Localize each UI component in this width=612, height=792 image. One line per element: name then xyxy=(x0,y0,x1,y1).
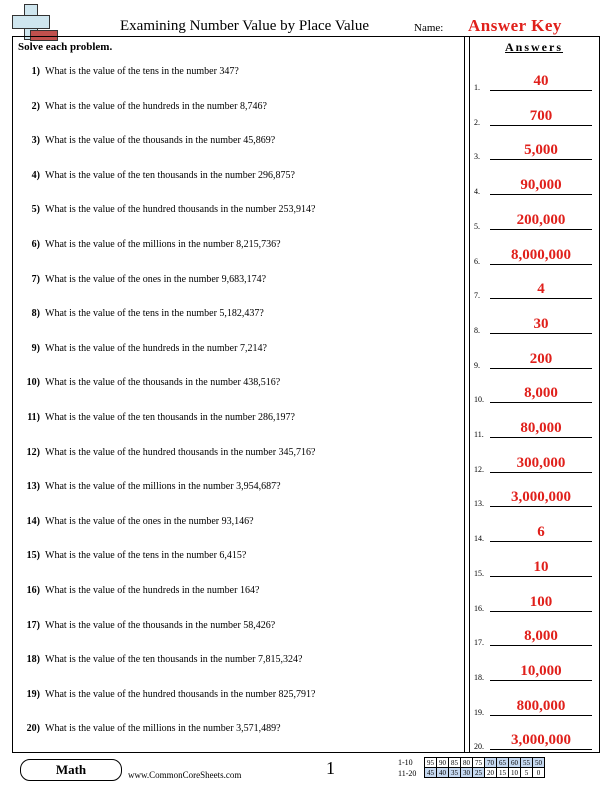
score-cell: 35 xyxy=(449,768,461,778)
answer-number: 6. xyxy=(474,256,480,266)
answer-item xyxy=(474,731,596,751)
problem-text: What is the value of the hundreds in the number 8,746? xyxy=(45,100,267,112)
problem-number: 4) xyxy=(31,169,40,181)
problem-text: What is the value of the ten thousands in the number 296,875? xyxy=(45,169,295,181)
score-cell: 65 xyxy=(497,758,509,768)
answer-value: 10,000 xyxy=(520,662,562,679)
answer-item xyxy=(474,280,596,300)
answer-item xyxy=(474,419,596,439)
answer-line xyxy=(490,749,592,750)
answer-value: 5,000 xyxy=(524,142,558,159)
answer-value: 200 xyxy=(529,350,553,367)
problem-item xyxy=(18,516,254,527)
problem-item xyxy=(18,204,316,215)
score-cell: 90 xyxy=(437,758,449,768)
answer-line xyxy=(490,437,592,438)
problem-number: 1) xyxy=(31,66,40,77)
answer-value: 10 xyxy=(533,558,549,575)
score-cell: 70 xyxy=(485,758,497,768)
answer-number: 11. xyxy=(474,430,484,439)
answer-number: 18. xyxy=(474,672,484,682)
problem-number: 14) xyxy=(26,515,40,527)
problem-item xyxy=(18,377,280,388)
score-cell: 85 xyxy=(449,758,461,768)
answer-value: 30 xyxy=(533,315,549,332)
plus-icon-horizontal xyxy=(12,15,50,29)
problem-text: What is the value of the ten thousands in the number 286,197? xyxy=(45,412,295,423)
problem-text: What is the value of the tens in the number 6,415? xyxy=(45,550,247,562)
answer-value: 40 xyxy=(533,73,549,89)
answer-number: 19. xyxy=(474,707,484,717)
score-cell: 25 xyxy=(473,768,485,778)
answer-line xyxy=(490,472,592,473)
answer-line xyxy=(490,333,592,334)
problem-item xyxy=(18,239,281,250)
problem-item xyxy=(18,723,281,734)
answer-line xyxy=(490,541,592,542)
problem-text: What is the value of the hundreds in the number 7,214? xyxy=(45,342,267,354)
answer-item xyxy=(474,176,596,196)
answer-number: 5. xyxy=(474,221,480,231)
problem-item xyxy=(18,550,246,561)
problem-item xyxy=(18,343,267,354)
answer-value: 80,000 xyxy=(520,420,562,436)
site-url: www.CommonCoreSheets.com xyxy=(128,770,242,780)
answer-line xyxy=(490,645,592,646)
problem-text: What is the value of the thousands in the number 58,426? xyxy=(45,619,276,631)
answer-value: 8,000 xyxy=(524,628,558,645)
answer-number: 10. xyxy=(474,395,484,405)
answer-item xyxy=(474,627,596,647)
answer-item xyxy=(474,662,596,682)
answer-item xyxy=(474,488,596,508)
problem-text: What is the value of the millions in the number 8,215,736? xyxy=(45,239,281,250)
answer-number: 17. xyxy=(474,638,484,648)
problem-item xyxy=(18,447,316,458)
answer-number: 12. xyxy=(474,464,484,474)
problem-item xyxy=(18,654,302,665)
problem-text: What is the value of the hundred thousands in the number 345,716? xyxy=(45,446,316,458)
answer-value: 3,000,000 xyxy=(511,732,571,749)
answer-value: 700 xyxy=(529,107,553,124)
score-cell: 45 xyxy=(425,768,437,778)
problem-text: What is the value of the millions in the number 3,571,489? xyxy=(45,723,281,735)
answer-line xyxy=(490,611,592,612)
score-cell: 60 xyxy=(509,758,521,768)
problem-number: 13) xyxy=(26,481,40,493)
answer-line xyxy=(490,159,592,160)
footer-rule xyxy=(12,752,600,753)
problem-number: 5) xyxy=(31,204,40,216)
problem-number: 8) xyxy=(31,308,40,320)
answer-line xyxy=(490,90,592,91)
answer-value: 200,000 xyxy=(516,211,566,228)
problem-text: What is the value of the hundreds in the number 164? xyxy=(45,585,260,596)
problem-number: 16) xyxy=(26,585,40,596)
problem-item xyxy=(18,689,316,700)
answer-line xyxy=(490,402,592,403)
subject-badge: Math xyxy=(20,759,122,781)
answer-item xyxy=(474,107,596,127)
problem-number: 9) xyxy=(31,342,40,354)
answer-line xyxy=(490,680,592,681)
answer-number: 3. xyxy=(474,152,480,162)
answer-number: 14. xyxy=(474,534,484,544)
score-cell: 40 xyxy=(437,768,449,778)
score-row xyxy=(425,768,545,778)
problem-item xyxy=(18,585,259,596)
answer-item xyxy=(474,246,596,266)
answer-number: 4. xyxy=(474,187,480,197)
score-row-label: 11-20 xyxy=(398,769,417,778)
problem-text: What is the value of the tens in the number 347? xyxy=(45,66,239,77)
answer-item xyxy=(474,454,596,474)
score-table xyxy=(424,757,545,778)
problem-item xyxy=(18,170,295,181)
answer-number: 13. xyxy=(474,499,484,509)
worksheet-logo xyxy=(12,4,60,40)
score-cell: 80 xyxy=(461,758,473,768)
instructions: Solve each problem. xyxy=(18,41,113,53)
answer-value: 800,000 xyxy=(516,697,566,714)
answer-item xyxy=(474,211,596,231)
problem-number: 12) xyxy=(26,446,40,458)
answer-line xyxy=(490,229,592,230)
problem-text: What is the value of the hundred thousands in the number 825,791? xyxy=(45,688,316,700)
answer-item xyxy=(474,523,596,543)
problem-item xyxy=(18,274,266,285)
problem-number: 17) xyxy=(26,619,40,631)
problem-text: What is the value of the thousands in the number 438,516? xyxy=(45,377,281,389)
answer-line xyxy=(490,368,592,369)
problem-item xyxy=(18,135,275,146)
problem-text: What is the value of the ones in the number 93,146? xyxy=(45,515,254,527)
answer-line xyxy=(490,264,592,265)
answer-item xyxy=(474,384,596,404)
answer-item xyxy=(474,593,596,613)
problem-item xyxy=(18,101,267,112)
problem-number: 7) xyxy=(31,273,40,285)
answer-number: 16. xyxy=(474,603,484,613)
answer-number: 7. xyxy=(474,291,480,301)
problem-number: 15) xyxy=(26,550,40,562)
answer-value: 90,000 xyxy=(520,177,562,194)
page-number: 1 xyxy=(326,758,335,778)
answer-item xyxy=(474,141,596,161)
answer-number: 8. xyxy=(474,325,480,335)
column-divider-inner xyxy=(469,37,470,752)
score-cell: 55 xyxy=(521,758,533,768)
answer-number: 2. xyxy=(474,117,480,127)
answer-value: 6 xyxy=(537,524,545,541)
score-cell: 50 xyxy=(533,758,545,768)
answer-item xyxy=(474,697,596,717)
answer-number: 9. xyxy=(474,360,480,370)
score-cell: 0 xyxy=(533,768,545,778)
answer-line xyxy=(490,125,592,126)
problem-number: 18) xyxy=(26,654,40,666)
answer-line xyxy=(490,506,592,507)
score-row xyxy=(425,758,545,768)
answer-value: 3,000,000 xyxy=(511,489,571,506)
problem-number: 19) xyxy=(26,688,40,700)
problem-number: 11) xyxy=(27,412,40,423)
answer-line xyxy=(490,576,592,577)
problem-text: What is the value of the ones in the number 9,683,174? xyxy=(45,273,267,285)
problem-text: What is the value of the millions in the number 3,954,687? xyxy=(45,481,281,493)
problem-number: 6) xyxy=(31,239,40,250)
score-cell: 5 xyxy=(521,768,533,778)
score-cell: 95 xyxy=(425,758,437,768)
answers-heading: Answers xyxy=(505,40,563,54)
answer-number: 15. xyxy=(474,568,484,578)
answer-item xyxy=(474,72,596,92)
problem-text: What is the value of the tens in the number 5,182,437? xyxy=(45,308,264,320)
score-cell: 15 xyxy=(497,768,509,778)
problem-text: What is the value of the ten thousands in the number 7,815,324? xyxy=(45,654,303,666)
score-row-label: 1-10 xyxy=(398,758,413,767)
answer-number: 20. xyxy=(474,742,484,752)
answer-value: 8,000,000 xyxy=(511,246,571,263)
answer-number: 1. xyxy=(474,83,480,92)
problem-item xyxy=(18,412,295,423)
answer-value: 100 xyxy=(529,593,553,610)
score-cell: 75 xyxy=(473,758,485,768)
column-divider xyxy=(464,37,465,752)
answer-value: 300,000 xyxy=(516,454,566,471)
problem-item xyxy=(18,308,264,319)
score-cell: 30 xyxy=(461,768,473,778)
answer-value: 8,000 xyxy=(524,385,558,402)
problem-number: 2) xyxy=(31,100,40,112)
answer-line xyxy=(490,194,592,195)
score-cell: 10 xyxy=(509,768,521,778)
problem-item xyxy=(18,620,275,631)
answer-item xyxy=(474,558,596,578)
problem-number: 10) xyxy=(26,377,40,389)
problem-number: 20) xyxy=(26,723,40,735)
answer-line xyxy=(490,715,592,716)
problem-item xyxy=(18,66,239,77)
name-label: Name: xyxy=(414,22,444,34)
problem-text: What is the value of the hundred thousands in the number 253,914? xyxy=(45,204,316,216)
answer-value: 4 xyxy=(537,281,545,298)
problem-item xyxy=(18,481,281,492)
answer-item xyxy=(474,350,596,370)
answer-key-label: Answer Key xyxy=(468,16,562,35)
problem-number: 3) xyxy=(31,135,40,147)
answer-item xyxy=(474,315,596,335)
problem-text: What is the value of the thousands in the number 45,869? xyxy=(45,135,276,147)
score-cell: 20 xyxy=(485,768,497,778)
worksheet-title: Examining Number Value by Place Value xyxy=(120,18,369,34)
answer-line xyxy=(490,298,592,299)
